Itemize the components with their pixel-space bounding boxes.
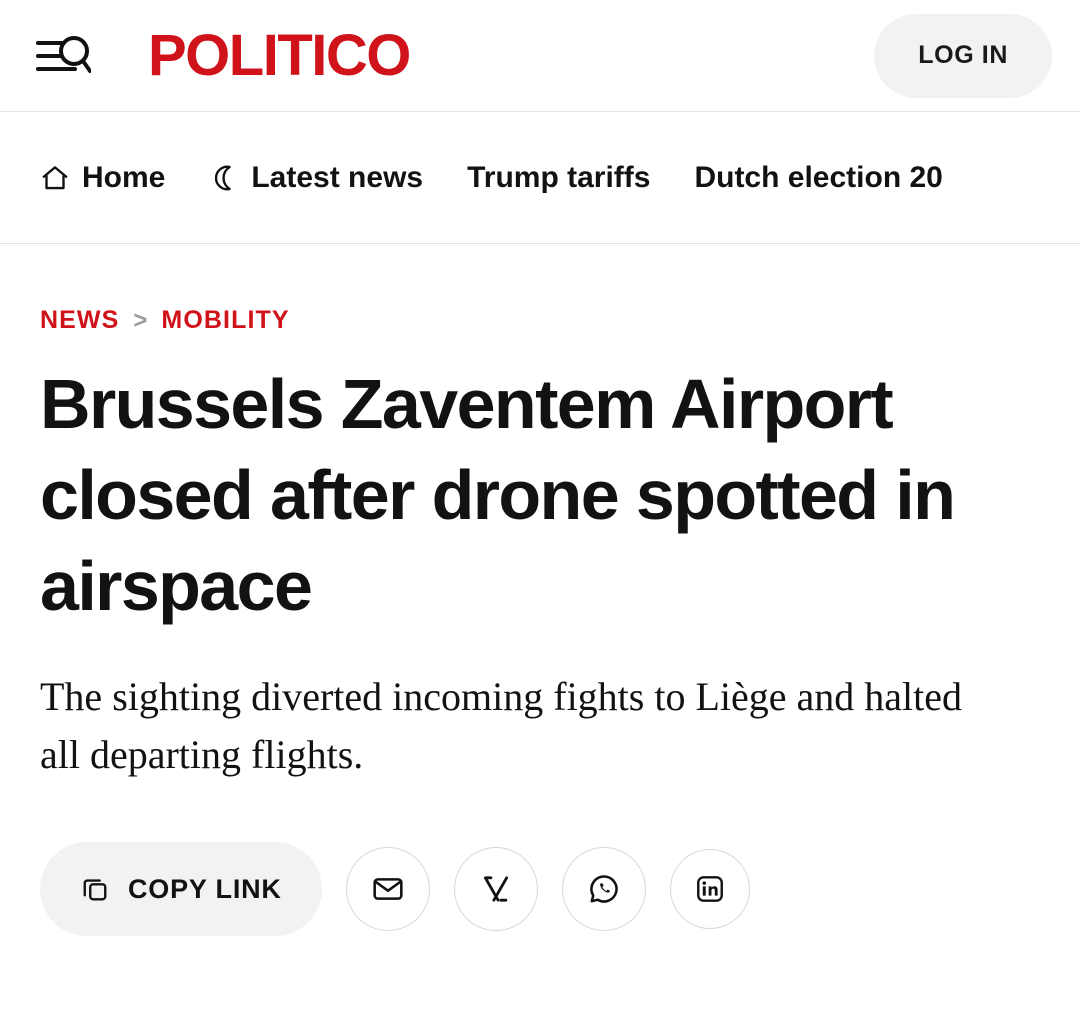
page-title: Brussels Zaventem Airport closed after drone spotted in airspace <box>40 365 955 625</box>
home-icon <box>40 163 70 193</box>
breadcrumb-subsection[interactable]: MOBILITY <box>161 306 290 334</box>
linkedin-icon <box>694 873 726 905</box>
nav-label-home: Home <box>82 160 166 194</box>
moon-icon <box>209 163 239 193</box>
nav-label-trump-tariffs: Trump tariffs <box>467 160 651 194</box>
nav-label-latest-news: Latest news <box>251 160 424 194</box>
article-dek: The sighting diverted incoming fights to Liège and halted all departing flights. <box>40 674 963 777</box>
copy-link-button[interactable] <box>40 842 322 936</box>
breadcrumb-section[interactable]: NEWS <box>40 306 120 334</box>
nav-item-trump-tariffs[interactable] <box>467 161 650 195</box>
primary-nav <box>0 112 1080 244</box>
breadcrumb <box>40 244 1040 335</box>
share-row <box>40 784 1040 936</box>
linkedin-share-button[interactable] <box>670 849 750 929</box>
x-twitter-icon <box>480 873 512 905</box>
email-share-button[interactable] <box>346 847 430 931</box>
whatsapp-icon <box>587 872 621 906</box>
nav-label-dutch-election: Dutch election 20 <box>694 160 943 194</box>
article-header <box>0 244 1080 936</box>
envelope-icon <box>371 872 405 906</box>
copy-link-label: COPY LINK <box>128 873 282 904</box>
x-share-button[interactable] <box>454 847 538 931</box>
breadcrumb-separator: > <box>133 306 148 334</box>
login-button[interactable]: LOG IN <box>874 14 1052 98</box>
nav-item-latest-news[interactable] <box>209 161 423 195</box>
whatsapp-share-button[interactable] <box>562 847 646 931</box>
nav-item-home[interactable] <box>40 161 165 195</box>
politico-logo[interactable] <box>92 22 874 88</box>
top-bar <box>0 0 1080 112</box>
nav-item-dutch-election[interactable] <box>694 161 942 195</box>
brand-wordmark: POLITICO <box>148 22 410 88</box>
menu-search-icon[interactable] <box>34 27 92 85</box>
copy-icon <box>80 874 110 904</box>
